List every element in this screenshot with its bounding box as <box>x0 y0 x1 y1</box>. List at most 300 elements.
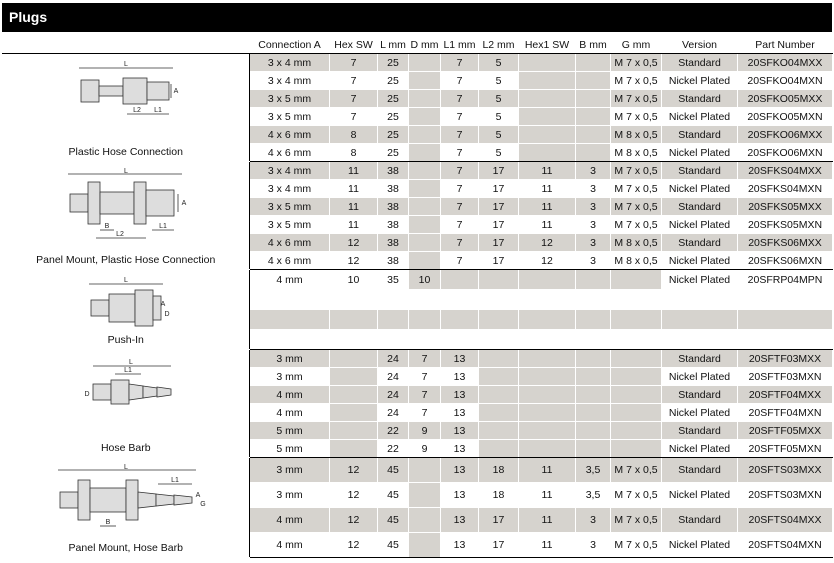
table-cell: Standard <box>662 54 738 72</box>
table-cell: 3 x 4 mm <box>250 180 330 198</box>
table-cell <box>576 386 611 404</box>
table-cell <box>409 54 441 72</box>
table-cell: Nickel Plated <box>662 144 738 162</box>
table-cell <box>519 310 576 330</box>
table-cell: 7 <box>330 54 378 72</box>
table-cell: 7 <box>441 252 479 270</box>
table-cell: 8 <box>330 126 378 144</box>
table-cell <box>519 330 576 350</box>
table-cell: 5 <box>479 90 519 108</box>
table-cell: Nickel Plated <box>662 483 738 508</box>
table-cell <box>611 386 662 404</box>
table-cell <box>576 440 611 458</box>
table-cell <box>576 310 611 330</box>
table-cell <box>250 310 330 330</box>
table-cell <box>738 310 833 330</box>
table-cell: M 7 x 0,5 <box>611 533 662 558</box>
table-cell: 7 <box>441 54 479 72</box>
table-cell: 3 x 4 mm <box>250 72 330 90</box>
table-cell: 13 <box>441 440 479 458</box>
table-cell: Nickel Plated <box>662 368 738 386</box>
table-cell <box>479 350 519 368</box>
table-cell: 20SFKO05MXX <box>738 90 833 108</box>
table-cell <box>479 368 519 386</box>
table-cell <box>611 422 662 440</box>
table-cell: M 7 x 0,5 <box>611 458 662 483</box>
table-cell: Standard <box>662 458 738 483</box>
table-cell: 20SFKS06MXX <box>738 234 833 252</box>
section-title: Plugs <box>9 9 48 25</box>
svg-text:L2: L2 <box>115 231 124 238</box>
table-cell <box>330 440 378 458</box>
table-cell <box>409 310 441 330</box>
panel-hose-barb-drawing <box>46 464 206 534</box>
header-row <box>3 36 833 54</box>
header-cell: B mm <box>576 36 611 54</box>
table-cell <box>519 126 576 144</box>
table-cell: 7 <box>441 126 479 144</box>
table-cell: 7 <box>441 180 479 198</box>
header-cell: Connection A <box>250 36 330 54</box>
table-cell: 7 <box>441 72 479 90</box>
table-cell: 35 <box>378 270 409 290</box>
table-cell: 3 mm <box>250 483 330 508</box>
table-cell: 5 mm <box>250 422 330 440</box>
table-cell: 3 mm <box>250 458 330 483</box>
table-cell: Standard <box>662 234 738 252</box>
table-cell: Standard <box>662 422 738 440</box>
table-cell: 7 <box>441 198 479 216</box>
svg-text:L1: L1 <box>123 367 132 374</box>
table-cell: 38 <box>378 198 409 216</box>
svg-text:A: A <box>160 301 166 308</box>
table-cell: M 8 x 0,5 <box>611 252 662 270</box>
section-title-bar <box>2 3 832 32</box>
table-cell: 25 <box>378 108 409 126</box>
table-cell: 20SFTS03MXX <box>738 458 833 483</box>
table-cell: 3 x 5 mm <box>250 216 330 234</box>
table-row <box>3 162 833 180</box>
table-cell: 20SFTS04MXX <box>738 508 833 533</box>
group-caption: Panel Mount, Hose Barb <box>68 542 183 554</box>
table-cell <box>409 533 441 558</box>
table-cell: 25 <box>378 54 409 72</box>
table-cell: Nickel Plated <box>662 252 738 270</box>
table-cell: Nickel Plated <box>662 72 738 90</box>
table-cell <box>576 108 611 126</box>
table-cell: 4 x 6 mm <box>250 234 330 252</box>
table-cell <box>250 290 330 310</box>
table-cell <box>330 386 378 404</box>
header-cell: L1 mm <box>441 36 479 54</box>
product-drawing-cell <box>3 162 250 270</box>
table-cell: 25 <box>378 126 409 144</box>
table-cell: 3 mm <box>250 368 330 386</box>
table-cell <box>519 108 576 126</box>
table-cell: 17 <box>479 234 519 252</box>
table-cell: 20SFTF05MXX <box>738 422 833 440</box>
table-cell: 20SFKS04MXX <box>738 162 833 180</box>
table-cell: 11 <box>330 162 378 180</box>
table-cell: 11 <box>330 216 378 234</box>
table-cell: 9 <box>409 440 441 458</box>
table-cell: 13 <box>441 404 479 422</box>
table-cell <box>330 368 378 386</box>
table-cell <box>441 330 479 350</box>
table-cell <box>519 386 576 404</box>
table-cell <box>519 350 576 368</box>
table-cell: 20SFTS04MXN <box>738 533 833 558</box>
table-cell: 11 <box>519 533 576 558</box>
table-cell: 25 <box>378 72 409 90</box>
header-cell: L mm <box>378 36 409 54</box>
table-cell: 45 <box>378 483 409 508</box>
table-cell: Nickel Plated <box>662 216 738 234</box>
table-cell <box>611 270 662 290</box>
table-cell: 17 <box>479 216 519 234</box>
table-row <box>3 54 833 72</box>
table-cell: 22 <box>378 440 409 458</box>
table-cell: 5 <box>479 144 519 162</box>
table-cell: 7 <box>330 108 378 126</box>
table-cell: 3 x 4 mm <box>250 162 330 180</box>
plugs-table <box>2 36 833 558</box>
table-cell: Nickel Plated <box>662 108 738 126</box>
table-cell: 8 <box>330 144 378 162</box>
table-cell <box>409 126 441 144</box>
table-cell: 5 <box>479 54 519 72</box>
table-cell: 4 x 6 mm <box>250 126 330 144</box>
table-cell: Standard <box>662 90 738 108</box>
table-cell <box>479 404 519 422</box>
svg-text:B: B <box>105 519 111 526</box>
table-cell: M 7 x 0,5 <box>611 162 662 180</box>
table-cell: 45 <box>378 533 409 558</box>
svg-text:A: A <box>173 88 179 95</box>
table-cell <box>409 290 441 310</box>
table-cell <box>479 270 519 290</box>
svg-text:L: L <box>123 168 128 175</box>
panel-plastic-hose-drawing <box>56 168 196 242</box>
product-drawing-cell <box>3 270 250 350</box>
table-cell: 3 <box>576 180 611 198</box>
table-cell: 7 <box>409 404 441 422</box>
table-cell: Nickel Plated <box>662 404 738 422</box>
table-cell <box>479 330 519 350</box>
table-cell <box>738 290 833 310</box>
table-cell <box>330 290 378 310</box>
table-cell: 20SFKS05MXN <box>738 216 833 234</box>
table-cell: M 7 x 0,5 <box>611 90 662 108</box>
table-cell: 4 x 6 mm <box>250 252 330 270</box>
table-cell: 7 <box>409 386 441 404</box>
table-cell: 7 <box>441 144 479 162</box>
technical-drawing <box>3 464 250 539</box>
table-cell <box>519 422 576 440</box>
table-cell: 11 <box>330 180 378 198</box>
table-cell <box>576 54 611 72</box>
svg-text:L: L <box>123 464 128 471</box>
table-cell: 24 <box>378 350 409 368</box>
table-cell <box>409 252 441 270</box>
table-cell: 3 <box>576 533 611 558</box>
svg-text:L: L <box>123 277 128 284</box>
svg-text:L2: L2 <box>132 107 141 114</box>
svg-text:B: B <box>104 223 110 230</box>
table-cell <box>330 330 378 350</box>
table-cell: M 7 x 0,5 <box>611 483 662 508</box>
table-cell: 4 mm <box>250 533 330 558</box>
table-cell: Standard <box>662 162 738 180</box>
table-cell: 12 <box>330 533 378 558</box>
svg-text:G: G <box>200 501 206 508</box>
table-cell: 38 <box>378 234 409 252</box>
table-cell <box>330 404 378 422</box>
hose-barb-drawing <box>71 356 181 418</box>
table-cell <box>378 330 409 350</box>
table-cell: 13 <box>441 533 479 558</box>
table-cell <box>662 310 738 330</box>
product-drawing-cell <box>3 350 250 458</box>
table-cell: M 7 x 0,5 <box>611 72 662 90</box>
table-cell <box>576 350 611 368</box>
table-cell <box>409 483 441 508</box>
table-cell: 3 <box>576 162 611 180</box>
table-cell: 3 <box>576 234 611 252</box>
table-cell: 7 <box>441 234 479 252</box>
technical-drawing <box>3 356 250 439</box>
table-cell: 3 x 5 mm <box>250 108 330 126</box>
svg-text:A: A <box>195 492 201 499</box>
table-cell: 7 <box>330 90 378 108</box>
table-cell: 25 <box>378 90 409 108</box>
table-cell <box>409 216 441 234</box>
table-cell: Standard <box>662 198 738 216</box>
table-cell <box>479 310 519 330</box>
table-cell: M 8 x 0,5 <box>611 144 662 162</box>
table-cell: 20SFKS04MXN <box>738 180 833 198</box>
table-cell: 5 mm <box>250 440 330 458</box>
table-cell <box>611 310 662 330</box>
table-cell: 5 <box>479 72 519 90</box>
table-cell: Nickel Plated <box>662 440 738 458</box>
table-cell: 25 <box>378 144 409 162</box>
table-cell: M 8 x 0,5 <box>611 234 662 252</box>
technical-drawing <box>3 168 250 251</box>
table-cell: 3 mm <box>250 350 330 368</box>
table-cell <box>662 290 738 310</box>
table-cell <box>576 126 611 144</box>
table-cell: 3 x 5 mm <box>250 198 330 216</box>
table-cell: M 7 x 0,5 <box>611 216 662 234</box>
table-cell <box>330 422 378 440</box>
table-cell: Nickel Plated <box>662 533 738 558</box>
table-cell <box>576 270 611 290</box>
table-cell: 20SFKO04MXN <box>738 72 833 90</box>
table-cell <box>611 404 662 422</box>
table-cell: M 7 x 0,5 <box>611 508 662 533</box>
table-cell <box>611 330 662 350</box>
table-cell: 20SFTF04MXN <box>738 404 833 422</box>
table-cell <box>576 90 611 108</box>
table-cell: 17 <box>479 162 519 180</box>
table-cell: 12 <box>330 483 378 508</box>
table-cell: 20SFKO05MXN <box>738 108 833 126</box>
table-cell: 17 <box>479 533 519 558</box>
table-cell <box>519 270 576 290</box>
table-cell: 7 <box>441 108 479 126</box>
table-cell: 3 <box>576 508 611 533</box>
table-cell: 45 <box>378 458 409 483</box>
table-cell: 7 <box>441 216 479 234</box>
table-cell <box>441 290 479 310</box>
table-cell <box>330 350 378 368</box>
table-cell: 13 <box>441 386 479 404</box>
table-row <box>3 458 833 483</box>
header-cell: Hex SW <box>330 36 378 54</box>
technical-drawing <box>3 276 250 331</box>
header-image-col <box>3 36 250 54</box>
svg-text:L: L <box>128 359 133 366</box>
table-cell: 10 <box>409 270 441 290</box>
table-cell <box>250 330 330 350</box>
svg-text:D: D <box>164 311 170 318</box>
table-cell: 13 <box>441 508 479 533</box>
table-cell: 24 <box>378 404 409 422</box>
product-drawing-cell <box>3 54 250 162</box>
table-cell: 20SFTF03MXX <box>738 350 833 368</box>
table-cell: 12 <box>330 458 378 483</box>
table-cell: 11 <box>519 198 576 216</box>
header-cell: Hex1 SW <box>519 36 576 54</box>
table-cell: 9 <box>409 422 441 440</box>
table-cell <box>409 234 441 252</box>
table-cell <box>611 350 662 368</box>
table-cell: 7 <box>330 72 378 90</box>
svg-text:L1: L1 <box>170 477 179 484</box>
technical-drawing <box>3 60 250 143</box>
header-cell: Part Number <box>738 36 833 54</box>
table-cell: 5 <box>479 108 519 126</box>
group-caption: Hose Barb <box>100 442 151 454</box>
table-cell: Nickel Plated <box>662 180 738 198</box>
product-drawing-cell <box>3 458 250 558</box>
table-cell: 3 <box>576 216 611 234</box>
table-cell: 20SFRP04MPN <box>738 270 833 290</box>
table-cell: 7 <box>409 368 441 386</box>
table-cell: 18 <box>479 483 519 508</box>
table-cell <box>519 368 576 386</box>
svg-text:D: D <box>84 391 90 398</box>
table-cell <box>519 144 576 162</box>
table-cell <box>576 422 611 440</box>
table-cell: 13 <box>441 368 479 386</box>
table-cell: Standard <box>662 386 738 404</box>
table-cell <box>409 72 441 90</box>
table-cell: Standard <box>662 126 738 144</box>
table-cell <box>409 180 441 198</box>
table-cell: M 7 x 0,5 <box>611 198 662 216</box>
table-cell: 7 <box>409 350 441 368</box>
table-cell: 20SFTF03MXN <box>738 368 833 386</box>
svg-text:L1: L1 <box>158 223 167 230</box>
group-caption: Push-In <box>107 334 144 346</box>
table-cell <box>611 290 662 310</box>
table-cell: 3 x 4 mm <box>250 54 330 72</box>
table-cell <box>441 270 479 290</box>
header-cell: D mm <box>409 36 441 54</box>
table-cell: 5 <box>479 126 519 144</box>
table-row <box>3 350 833 368</box>
plastic-hose-drawing <box>71 60 181 122</box>
header-cell: L2 mm <box>479 36 519 54</box>
table-cell: Nickel Plated <box>662 270 738 290</box>
table-cell: 10 <box>330 270 378 290</box>
table-cell <box>611 368 662 386</box>
table-cell: M 7 x 0,5 <box>611 180 662 198</box>
table-cell: M 7 x 0,5 <box>611 108 662 126</box>
table-cell <box>409 162 441 180</box>
table-cell <box>519 90 576 108</box>
table-cell: 24 <box>378 368 409 386</box>
table-cell: 3,5 <box>576 483 611 508</box>
table-cell <box>479 440 519 458</box>
table-cell: 4 mm <box>250 404 330 422</box>
table-cell: 22 <box>378 422 409 440</box>
table-cell: 13 <box>441 483 479 508</box>
group-caption: Panel Mount, Plastic Hose Connection <box>36 254 216 266</box>
table-cell: 38 <box>378 162 409 180</box>
table-cell: 11 <box>519 483 576 508</box>
table-cell <box>409 458 441 483</box>
table-cell: 11 <box>330 198 378 216</box>
table-cell: 17 <box>479 508 519 533</box>
table-cell <box>378 290 409 310</box>
table-cell: 38 <box>378 180 409 198</box>
table-cell: 45 <box>378 508 409 533</box>
table-cell: 7 <box>441 90 479 108</box>
table-cell: 3 x 5 mm <box>250 90 330 108</box>
table-cell: 20SFKO04MXX <box>738 54 833 72</box>
table-cell: 12 <box>330 508 378 533</box>
table-cell: 17 <box>479 198 519 216</box>
table-cell: 20SFKO06MXN <box>738 144 833 162</box>
table-cell: 17 <box>479 180 519 198</box>
table-cell: 17 <box>479 252 519 270</box>
table-cell <box>519 440 576 458</box>
table-cell <box>378 310 409 330</box>
header-cell: G mm <box>611 36 662 54</box>
svg-text:L: L <box>123 61 128 68</box>
table-cell: 20SFKS06MXN <box>738 252 833 270</box>
table-cell: 12 <box>519 234 576 252</box>
table-cell <box>662 330 738 350</box>
table-cell: 12 <box>330 252 378 270</box>
table-cell: 13 <box>441 458 479 483</box>
table-cell <box>519 54 576 72</box>
table-cell <box>409 198 441 216</box>
table-cell: 18 <box>479 458 519 483</box>
table-cell: 13 <box>441 350 479 368</box>
table-cell: Standard <box>662 508 738 533</box>
table-cell: 3,5 <box>576 458 611 483</box>
table-cell: 24 <box>378 386 409 404</box>
table-cell: M 8 x 0,5 <box>611 126 662 144</box>
table-cell: 12 <box>519 252 576 270</box>
table-cell: 13 <box>441 422 479 440</box>
table-cell: 20SFKS05MXX <box>738 198 833 216</box>
table-cell <box>738 330 833 350</box>
